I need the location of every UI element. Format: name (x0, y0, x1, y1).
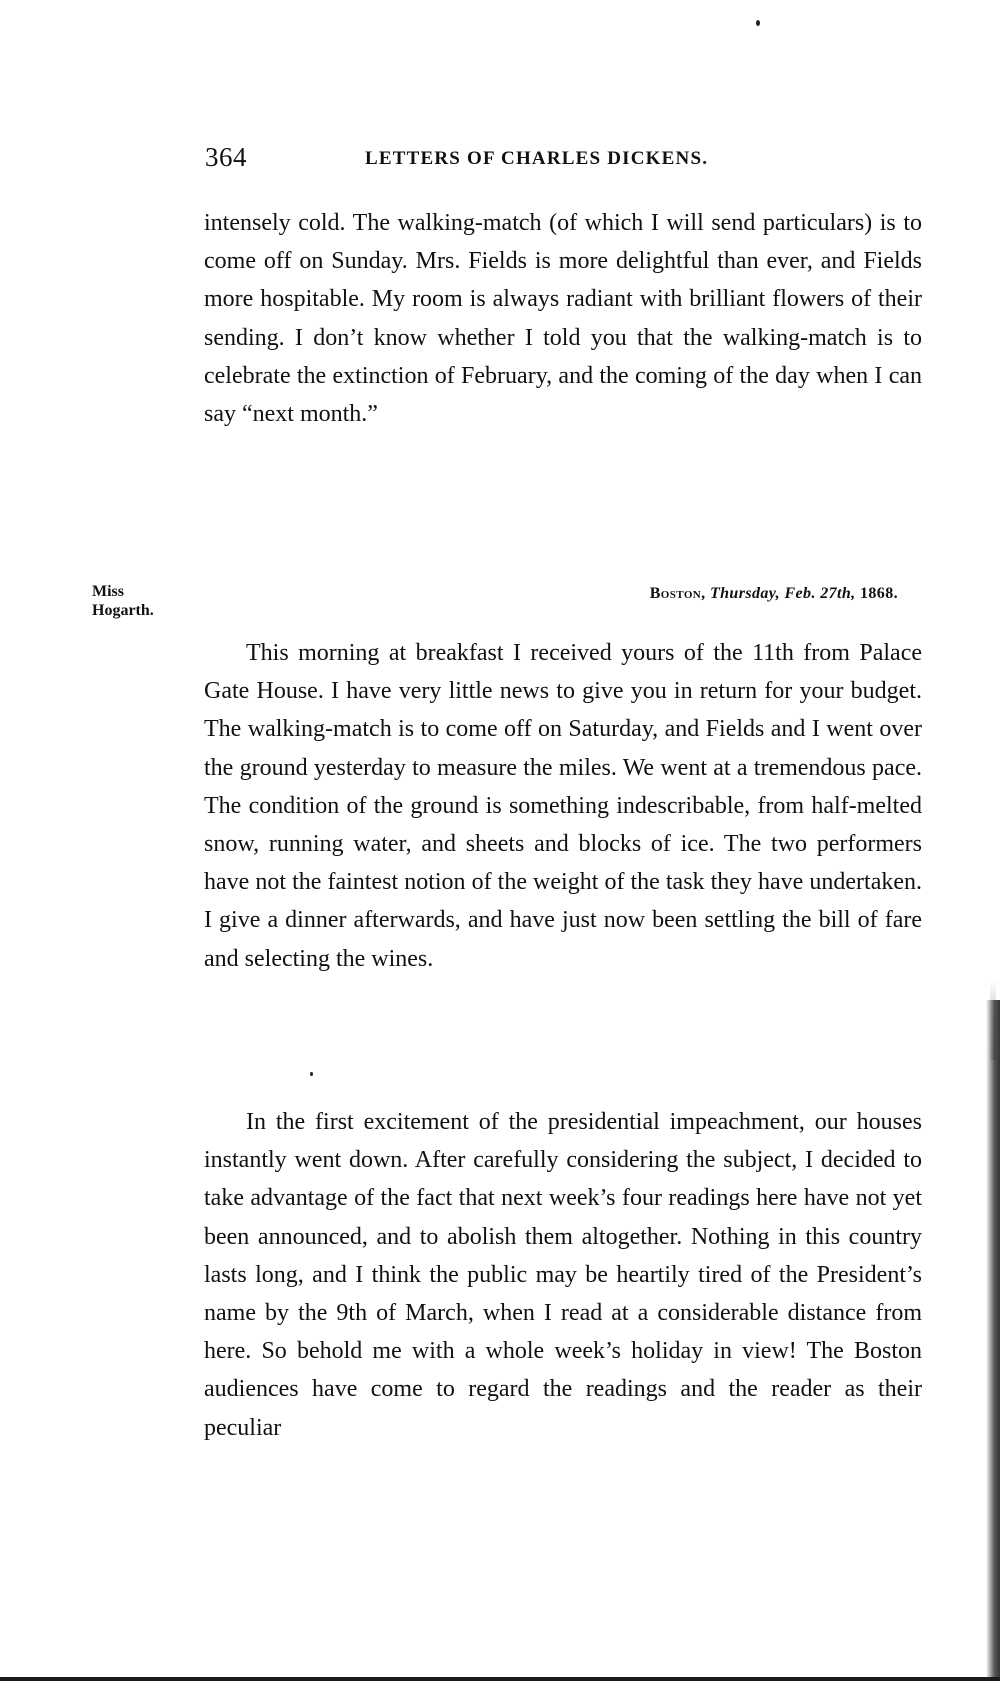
recipient-title: Miss (92, 583, 124, 600)
dateline-day-date: Thursday, Feb. 27th, (709, 585, 856, 602)
ink-speck (756, 20, 760, 26)
ink-speck (310, 1072, 313, 1076)
dateline-year: 1868. (860, 585, 898, 602)
letter-paragraph-2: In the first excitement of the presidential impeachment, our houses instantly went down. After carefully considering the subject, I decided to take advantage of the fact that next week’s four readings here have not yet been announced, and to abolish them altogether. Nothing in this country lasts long, and I think the public may be heartily tired of the President’s name by the 9th of March, when I read at a considerable distance from here. So behold me with a whole week’s holiday in view! The Boston audiences have come to regard the readings and the reader as their peculiar (204, 1109, 922, 1441)
recipient-name: Hogarth. (92, 602, 154, 619)
continued-paragraph: intensely cold. The walking-match (of which I will send particulars) is to come off on Sunday. Mrs. Fields is more delightful than ever, and Fields more hospitable. My room is always radiant with brilliant flowers of their sending. I don’t know whether I told you that the walking-match is to celebrate the extinction of February, and the coming of the day when I can say “next month.” (204, 210, 922, 428)
running-head (205, 142, 925, 182)
letter-paragraph-1: This morning at breakfast I received yours of the 11th from Palace Gate House. I have very little news to give you in return for your budget. The walking-match is to come off on Saturday, and Fields and I went over the ground yesterday to measure the miles. We went at a tremendous pace. The condition of the ground is something indescribable, from half-melted snow, running water, and sheets and blocks of ice. The two performers have not the faintest notion of the weight of the task they have undertaken. I give a dinner afterwards, and have just now been settling the bill of fare and selecting the wines. (204, 640, 922, 972)
page-edge-shadow (986, 1000, 1000, 1681)
page-number: 364 (205, 142, 247, 172)
dateline-place: Boston, (649, 585, 706, 602)
recipient-margin-note (92, 582, 154, 620)
letter-dateline (650, 585, 898, 603)
book-title: LETTERS OF CHARLES DICKENS. (365, 148, 709, 169)
bottom-edge-line (0, 1677, 1000, 1681)
